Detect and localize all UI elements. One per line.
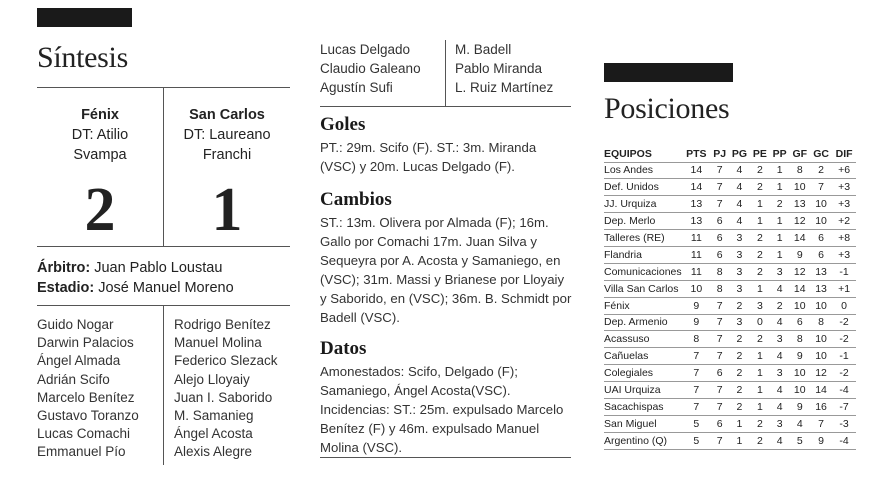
stadium-label: Estadio: bbox=[37, 280, 95, 296]
stat-cell: 3 bbox=[729, 280, 750, 297]
synthesis-title: Síntesis bbox=[37, 41, 128, 74]
table-row bbox=[604, 196, 856, 213]
stat-cell: 8 bbox=[682, 331, 711, 348]
player-name: L. Ruiz Martínez bbox=[455, 80, 554, 95]
table-row bbox=[604, 415, 856, 432]
standings-title: Posiciones bbox=[604, 92, 730, 125]
team-name-cell: Comunicaciones bbox=[604, 263, 682, 280]
stat-cell: 2 bbox=[729, 398, 750, 415]
stat-cell: 11 bbox=[682, 230, 711, 247]
stat-cell: 0 bbox=[832, 297, 856, 314]
stat-cell: 1 bbox=[770, 162, 790, 179]
stat-cell: 8 bbox=[711, 263, 729, 280]
stat-cell: 4 bbox=[729, 162, 750, 179]
stat-cell: 10 bbox=[810, 348, 832, 365]
stat-cell: 3 bbox=[770, 415, 790, 432]
stat-cell: -2 bbox=[832, 365, 856, 382]
stat-cell: 1 bbox=[750, 280, 770, 297]
bookings-text: Amonestados: Scifo, Delgado (F); Samaniego, Ángel Acosta(VSC). bbox=[320, 364, 518, 398]
stat-cell: 2 bbox=[750, 162, 770, 179]
player-name: Marcelo Benítez bbox=[37, 389, 135, 405]
referee-name: Juan Pablo Loustau bbox=[90, 260, 223, 276]
home-coach-line2: Svampa bbox=[73, 147, 127, 163]
referee-line bbox=[37, 258, 234, 278]
stat-cell: 16 bbox=[810, 398, 832, 415]
officials bbox=[37, 258, 234, 298]
stat-cell: 0 bbox=[750, 314, 770, 331]
stat-cell: 7 bbox=[810, 415, 832, 432]
stat-cell: 3 bbox=[770, 263, 790, 280]
stat-cell: 6 bbox=[810, 230, 832, 247]
section-marker-bar bbox=[604, 63, 733, 82]
away-score: 1 bbox=[211, 176, 243, 244]
stat-cell: 10 bbox=[810, 331, 832, 348]
stat-cell: 4 bbox=[789, 415, 810, 432]
stat-cell: 7 bbox=[711, 398, 729, 415]
table-row bbox=[604, 179, 856, 196]
player-name: Lucas Delgado bbox=[320, 42, 411, 57]
stat-cell: 4 bbox=[729, 196, 750, 213]
substitutions-text: ST.: 13m. Olivera por Almada (F); 16m. Gallo por Comachi 17m. Juan Silva y Sequeyra por A. Acosta y Samaniego, en (VSC); 31m. Massi y Brianese por Lloyaiy y Saborido, en (VSC); 36m. B. Schmidt por Badell (VSC). bbox=[320, 215, 572, 325]
stat-cell: 11 bbox=[682, 263, 711, 280]
table-row bbox=[604, 398, 856, 415]
stat-cell: 7 bbox=[711, 432, 729, 449]
stat-cell: 14 bbox=[789, 280, 810, 297]
home-score: 2 bbox=[84, 176, 116, 244]
away-coach-line1: DT: Laureano bbox=[183, 127, 271, 143]
divider bbox=[37, 246, 290, 247]
stat-cell: 12 bbox=[789, 263, 810, 280]
stat-cell: 3 bbox=[729, 314, 750, 331]
stat-cell: +8 bbox=[832, 230, 856, 247]
column-header: PG bbox=[731, 147, 747, 160]
player-name: Gustavo Toranzo bbox=[37, 408, 139, 424]
stat-cell: 4 bbox=[770, 382, 790, 399]
stat-cell: 1 bbox=[750, 382, 770, 399]
standings-header-row bbox=[604, 146, 856, 162]
stat-cell: 9 bbox=[789, 398, 810, 415]
stat-cell: 9 bbox=[682, 297, 711, 314]
divider bbox=[320, 457, 571, 458]
stat-cell: 10 bbox=[810, 213, 832, 230]
team-name-cell: UAI Urquiza bbox=[604, 382, 682, 399]
goals-text: PT.: 29m. Scifo (F). ST.: 3m. Miranda (VSC) y 20m. Lucas Delgado (F). bbox=[320, 140, 537, 174]
player-name: Ángel Acosta bbox=[174, 426, 253, 442]
stat-cell: 4 bbox=[770, 280, 790, 297]
table-row bbox=[604, 246, 856, 263]
home-team bbox=[37, 88, 163, 246]
stat-cell: 7 bbox=[682, 348, 711, 365]
stat-cell: 4 bbox=[770, 348, 790, 365]
player-name: Ángel Almada bbox=[37, 353, 121, 369]
stat-cell: 2 bbox=[770, 196, 790, 213]
stat-cell: 14 bbox=[810, 382, 832, 399]
stat-cell: 7 bbox=[682, 398, 711, 415]
stat-cell: 7 bbox=[711, 314, 729, 331]
stat-cell: 10 bbox=[789, 365, 810, 382]
stat-cell: 12 bbox=[789, 213, 810, 230]
stat-cell: 7 bbox=[711, 331, 729, 348]
stat-cell: +6 bbox=[832, 162, 856, 179]
stat-cell: 2 bbox=[729, 348, 750, 365]
stadium-name: José Manuel Moreno bbox=[94, 280, 234, 296]
stat-cell: 10 bbox=[789, 179, 810, 196]
team-name-cell: Fénix bbox=[604, 297, 682, 314]
player-name: Alexis Alegre bbox=[174, 444, 253, 460]
stat-cell: 2 bbox=[729, 331, 750, 348]
team-name-cell: Colegiales bbox=[604, 365, 682, 382]
stat-cell: -7 bbox=[832, 398, 856, 415]
stat-cell: 13 bbox=[682, 196, 711, 213]
player-name: Darwin Palacios bbox=[37, 335, 134, 351]
stat-cell: 7 bbox=[711, 162, 729, 179]
player-name: Agustín Sufi bbox=[320, 80, 393, 95]
player-name: Lucas Comachi bbox=[37, 426, 131, 442]
stat-cell: -3 bbox=[832, 415, 856, 432]
stat-cell: 10 bbox=[682, 280, 711, 297]
stat-cell: 1 bbox=[770, 230, 790, 247]
stat-cell: 7 bbox=[810, 179, 832, 196]
stat-cell: 2 bbox=[810, 162, 832, 179]
stat-cell: 2 bbox=[729, 365, 750, 382]
stat-cell: 10 bbox=[810, 297, 832, 314]
stat-cell: 13 bbox=[810, 280, 832, 297]
stat-cell: -2 bbox=[832, 314, 856, 331]
incidents-text: Incidencias: ST.: 25m. expulsado Marcelo Benítez (F) y 46m. expulsado Manuel Molina (VSC). bbox=[320, 402, 564, 455]
stat-cell: 8 bbox=[810, 314, 832, 331]
away-substitutes bbox=[455, 40, 553, 97]
stat-cell: 11 bbox=[682, 246, 711, 263]
stat-cell: 6 bbox=[711, 246, 729, 263]
stat-cell: 9 bbox=[682, 314, 711, 331]
player-name: M. Badell bbox=[455, 42, 512, 57]
stat-cell: 3 bbox=[770, 365, 790, 382]
stat-cell: 8 bbox=[789, 162, 810, 179]
stat-cell: -2 bbox=[832, 331, 856, 348]
team-name-cell: Cañuelas bbox=[604, 348, 682, 365]
player-name: Alejo Lloyaiy bbox=[174, 371, 250, 387]
stat-cell: 1 bbox=[770, 246, 790, 263]
team-name-cell: Acassuso bbox=[604, 331, 682, 348]
player-name: Juan I. Saborido bbox=[174, 389, 273, 405]
stat-cell: 12 bbox=[810, 365, 832, 382]
stat-cell: 1 bbox=[750, 348, 770, 365]
table-row bbox=[604, 365, 856, 382]
stat-cell: 1 bbox=[750, 365, 770, 382]
stat-cell: 14 bbox=[682, 162, 711, 179]
stat-cell: 2 bbox=[750, 230, 770, 247]
team-name-cell: Los Andes bbox=[604, 162, 682, 179]
stat-cell: 3 bbox=[750, 297, 770, 314]
column-header: PP bbox=[772, 147, 787, 160]
column-header: DIF bbox=[835, 147, 853, 160]
home-lineup bbox=[37, 316, 139, 462]
stat-cell: 7 bbox=[711, 196, 729, 213]
team-name-cell: San Miguel bbox=[604, 415, 682, 432]
column-header: GF bbox=[792, 147, 808, 160]
stat-cell: 10 bbox=[789, 297, 810, 314]
stat-cell: 7 bbox=[711, 179, 729, 196]
stat-cell: +3 bbox=[832, 179, 856, 196]
home-team-name: Fénix bbox=[81, 107, 119, 123]
stat-cell: 6 bbox=[711, 365, 729, 382]
stat-cell: 6 bbox=[711, 213, 729, 230]
stat-cell: 7 bbox=[711, 348, 729, 365]
stat-cell: 3 bbox=[729, 230, 750, 247]
stat-cell: 8 bbox=[789, 331, 810, 348]
table-row bbox=[604, 348, 856, 365]
stat-cell: 1 bbox=[750, 398, 770, 415]
stat-cell: -1 bbox=[832, 348, 856, 365]
away-coach-line2: Franchi bbox=[202, 147, 252, 163]
table-row bbox=[604, 432, 856, 449]
stat-cell: 3 bbox=[729, 263, 750, 280]
player-name: Guido Nogar bbox=[37, 317, 114, 332]
stat-cell: 2 bbox=[729, 297, 750, 314]
stat-cell: 4 bbox=[770, 314, 790, 331]
column-header: PJ bbox=[713, 147, 727, 160]
stat-cell: 7 bbox=[682, 365, 711, 382]
stat-cell: 1 bbox=[770, 213, 790, 230]
stat-cell: 7 bbox=[682, 382, 711, 399]
stat-cell: 5 bbox=[789, 432, 810, 449]
stat-cell: 4 bbox=[770, 398, 790, 415]
stat-cell: +3 bbox=[832, 246, 856, 263]
team-name-cell: Flandria bbox=[604, 246, 682, 263]
stat-cell: 2 bbox=[770, 297, 790, 314]
stat-cell: 10 bbox=[810, 196, 832, 213]
stat-cell: 6 bbox=[810, 246, 832, 263]
stat-cell: -4 bbox=[832, 382, 856, 399]
stat-cell: 14 bbox=[789, 230, 810, 247]
player-name: M. Samanieg bbox=[174, 408, 254, 424]
away-team bbox=[164, 88, 290, 246]
divider bbox=[320, 106, 571, 107]
stat-cell: -4 bbox=[832, 432, 856, 449]
table-row bbox=[604, 280, 856, 297]
player-name: Adrián Scifo bbox=[37, 371, 110, 387]
player-name: Rodrigo Benítez bbox=[174, 317, 271, 332]
stat-cell: 5 bbox=[682, 415, 711, 432]
column-header: PE bbox=[752, 147, 767, 160]
stadium-line bbox=[37, 278, 234, 298]
goals-heading: Goles bbox=[320, 114, 366, 135]
stat-cell: 1 bbox=[770, 179, 790, 196]
away-team-name: San Carlos bbox=[189, 107, 265, 123]
stat-cell: 7 bbox=[711, 297, 729, 314]
player-name: Federico Slezack bbox=[174, 353, 278, 369]
table-row bbox=[604, 162, 856, 179]
stat-cell: 9 bbox=[810, 432, 832, 449]
stat-cell: 2 bbox=[750, 432, 770, 449]
table-row bbox=[604, 382, 856, 399]
stat-cell: 6 bbox=[711, 415, 729, 432]
divider bbox=[445, 40, 446, 106]
stat-cell: 9 bbox=[789, 348, 810, 365]
player-name: Manuel Molina bbox=[174, 335, 262, 351]
stat-cell: 2 bbox=[750, 263, 770, 280]
player-name: Emmanuel Pío bbox=[37, 444, 126, 460]
home-coach-line1: DT: Atilio bbox=[71, 127, 129, 143]
stat-cell: +3 bbox=[832, 196, 856, 213]
stat-cell: 13 bbox=[810, 263, 832, 280]
scoreboard bbox=[37, 88, 290, 246]
column-header: EQUIPOS bbox=[604, 147, 652, 160]
stat-cell: 14 bbox=[682, 179, 711, 196]
stat-cell: 4 bbox=[729, 213, 750, 230]
team-name-cell: Talleres (RE) bbox=[604, 230, 682, 247]
stat-cell: 1 bbox=[729, 415, 750, 432]
stat-cell: -1 bbox=[832, 263, 856, 280]
stat-cell: +1 bbox=[832, 280, 856, 297]
team-name-cell: Def. Unidos bbox=[604, 179, 682, 196]
stat-cell: 3 bbox=[729, 246, 750, 263]
section-marker-bar bbox=[37, 8, 132, 27]
table-row bbox=[604, 331, 856, 348]
stat-cell: 2 bbox=[729, 382, 750, 399]
column-header: GC bbox=[813, 147, 829, 160]
home-substitutes bbox=[320, 40, 421, 97]
stat-cell: 9 bbox=[789, 246, 810, 263]
table-row bbox=[604, 230, 856, 247]
substitutions-heading: Cambios bbox=[320, 189, 392, 210]
stat-cell: 13 bbox=[789, 196, 810, 213]
stat-cell: 1 bbox=[729, 432, 750, 449]
table-row bbox=[604, 297, 856, 314]
team-name-cell: Dep. Merlo bbox=[604, 213, 682, 230]
stat-cell: 2 bbox=[750, 415, 770, 432]
stat-cell: 8 bbox=[711, 280, 729, 297]
table-row bbox=[604, 314, 856, 331]
stat-cell: 1 bbox=[750, 213, 770, 230]
stat-cell: 3 bbox=[770, 331, 790, 348]
standings-table bbox=[604, 146, 856, 450]
table-row bbox=[604, 263, 856, 280]
stat-cell: 2 bbox=[750, 246, 770, 263]
team-name-cell: Sacachispas bbox=[604, 398, 682, 415]
team-name-cell: Dep. Armenio bbox=[604, 314, 682, 331]
stat-cell: 2 bbox=[750, 331, 770, 348]
stat-cell: 6 bbox=[711, 230, 729, 247]
stat-cell: 4 bbox=[729, 179, 750, 196]
stat-cell: 2 bbox=[750, 179, 770, 196]
divider bbox=[163, 305, 164, 465]
stat-cell: 10 bbox=[789, 382, 810, 399]
team-name-cell: Villa San Carlos bbox=[604, 280, 682, 297]
stat-cell: 1 bbox=[750, 196, 770, 213]
stat-cell: 6 bbox=[789, 314, 810, 331]
away-lineup bbox=[174, 316, 278, 462]
stat-cell: 13 bbox=[682, 213, 711, 230]
player-name: Pablo Miranda bbox=[455, 61, 543, 76]
stat-cell: 5 bbox=[682, 432, 711, 449]
team-name-cell: Argentino (Q) bbox=[604, 432, 682, 449]
stat-cell: 4 bbox=[770, 432, 790, 449]
stat-cell: 7 bbox=[711, 382, 729, 399]
column-header: PTS bbox=[686, 147, 707, 160]
data-heading: Datos bbox=[320, 338, 367, 359]
team-name-cell: JJ. Urquiza bbox=[604, 196, 682, 213]
stat-cell: +2 bbox=[832, 213, 856, 230]
referee-label: Árbitro: bbox=[37, 260, 91, 276]
player-name: Claudio Galeano bbox=[320, 61, 421, 76]
table-row bbox=[604, 213, 856, 230]
